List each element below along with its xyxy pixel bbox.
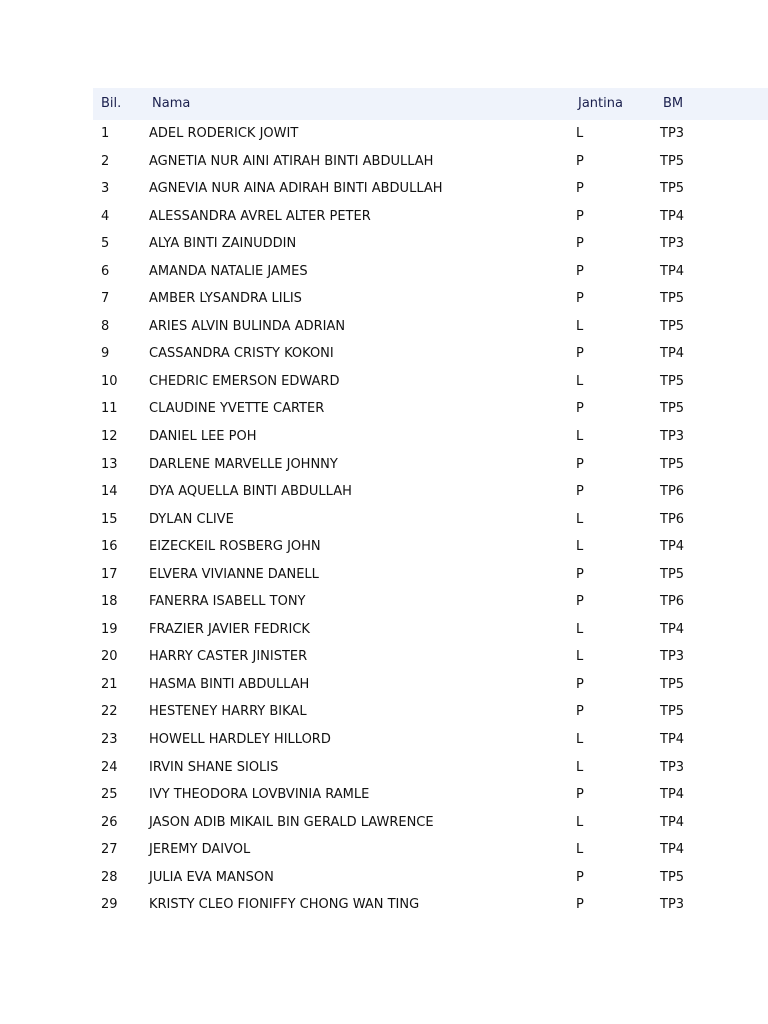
row-bil: 12	[101, 429, 118, 445]
table-row	[93, 258, 768, 286]
row-bm: TP3	[660, 759, 685, 775]
header-nama: Nama	[152, 96, 191, 111]
row-bm: TP5	[660, 373, 685, 389]
table-row	[93, 588, 768, 616]
row-bil: 3	[101, 181, 110, 197]
row-nama: HASMA BINTI ABDULLAH	[149, 676, 310, 692]
row-jantina: L	[576, 649, 584, 665]
row-bm: TP4	[660, 621, 685, 637]
table-row	[93, 368, 768, 396]
row-bil: 6	[101, 263, 110, 279]
table-row	[93, 230, 768, 258]
row-nama: HESTENEY HARRY BIKAL	[149, 704, 307, 720]
row-bm: TP3	[660, 897, 685, 913]
row-bil: 7	[101, 291, 110, 307]
row-jantina: L	[576, 429, 584, 445]
row-bm: TP5	[660, 566, 685, 582]
table-row	[93, 148, 768, 176]
row-bil: 4	[101, 208, 110, 224]
row-jantina: P	[576, 263, 584, 279]
row-jantina: L	[576, 814, 584, 830]
row-bm: TP4	[660, 814, 685, 830]
row-bil: 17	[101, 566, 118, 582]
row-nama: CHEDRIC EMERSON EDWARD	[149, 373, 340, 389]
row-bm: TP4	[660, 263, 685, 279]
table-row	[93, 809, 768, 837]
row-nama: HOWELL HARDLEY HILLORD	[149, 732, 331, 748]
row-jantina: P	[576, 869, 584, 885]
row-nama: JEREMY DAIVOL	[149, 842, 251, 858]
header-bm: BM	[663, 96, 684, 111]
row-bm: TP6	[660, 484, 685, 500]
row-jantina: L	[576, 759, 584, 775]
table-row	[93, 698, 768, 726]
row-jantina: L	[576, 511, 584, 527]
table-row	[93, 891, 768, 919]
row-nama: ALYA BINTI ZAINUDDIN	[149, 236, 297, 252]
row-bm: TP5	[660, 676, 685, 692]
row-nama: IRVIN SHANE SIOLIS	[149, 759, 279, 775]
row-bil: 9	[101, 346, 110, 362]
row-bm: TP6	[660, 594, 685, 610]
row-bil: 24	[101, 759, 118, 775]
row-bm: TP5	[660, 456, 685, 472]
row-nama: KRISTY CLEO FIONIFFY CHONG WAN TING	[149, 897, 420, 913]
row-bm: TP3	[660, 236, 685, 252]
row-jantina: P	[576, 594, 584, 610]
row-bil: 5	[101, 236, 110, 252]
row-jantina: P	[576, 236, 584, 252]
row-jantina: P	[576, 787, 584, 803]
row-bil: 27	[101, 842, 118, 858]
row-nama: IVY THEODORA LOVBVINIA RAMLE	[149, 787, 370, 803]
row-bil: 8	[101, 318, 110, 334]
row-nama: HARRY CASTER JINISTER	[149, 649, 308, 665]
row-bil: 13	[101, 456, 118, 472]
row-bil: 14	[101, 484, 118, 500]
row-nama: AMANDA NATALIE JAMES	[149, 263, 308, 279]
row-jantina: P	[576, 346, 584, 362]
row-bil: 16	[101, 539, 118, 555]
row-bm: TP5	[660, 704, 685, 720]
table-row	[93, 313, 768, 341]
row-bm: TP5	[660, 291, 685, 307]
row-jantina: P	[576, 153, 584, 169]
row-bm: TP4	[660, 539, 685, 555]
table-row	[93, 864, 768, 892]
header-jantina: Jantina	[578, 96, 623, 111]
row-bil: 20	[101, 649, 118, 665]
table-row	[93, 423, 768, 451]
table-header	[93, 88, 768, 120]
row-jantina: P	[576, 208, 584, 224]
row-bil: 1	[101, 126, 110, 141]
row-nama: AMBER LYSANDRA LILIS	[149, 291, 302, 307]
row-nama: ARIES ALVIN BULINDA ADRIAN	[149, 318, 346, 334]
row-nama: CASSANDRA CRISTY KOKONI	[149, 346, 334, 362]
row-jantina: L	[576, 842, 584, 858]
row-jantina: L	[576, 373, 584, 389]
row-bm: TP6	[660, 511, 685, 527]
row-nama: ELVERA VIVIANNE DANELL	[149, 566, 319, 582]
row-nama: DYLAN CLIVE	[149, 511, 234, 527]
row-bm: TP4	[660, 732, 685, 748]
table-row	[93, 726, 768, 754]
row-bil: 10	[101, 373, 118, 389]
table-row	[93, 120, 768, 148]
table-row	[93, 478, 768, 506]
row-bil: 29	[101, 897, 118, 913]
row-jantina: L	[576, 732, 584, 748]
row-nama: JULIA EVA MANSON	[149, 869, 274, 885]
row-nama: EIZECKEIL ROSBERG JOHN	[149, 539, 321, 555]
table-row	[93, 395, 768, 423]
table-row	[93, 451, 768, 479]
row-jantina: L	[576, 539, 584, 555]
row-bm: TP3	[660, 429, 685, 445]
row-jantina: L	[576, 621, 584, 637]
row-bil: 21	[101, 676, 118, 692]
row-nama: ALESSANDRA AVREL ALTER PETER	[149, 208, 371, 224]
row-bm: TP4	[660, 346, 685, 362]
row-bil: 15	[101, 511, 118, 527]
row-bil: 25	[101, 787, 118, 803]
row-nama: AGNEVIA NUR AINA ADIRAH BINTI ABDULLAH	[149, 181, 443, 197]
table-row	[93, 533, 768, 561]
row-bm: TP4	[660, 208, 685, 224]
row-bm: TP5	[660, 401, 685, 417]
row-jantina: P	[576, 676, 584, 692]
row-jantina: P	[576, 704, 584, 720]
table-row	[93, 285, 768, 313]
row-jantina: P	[576, 291, 584, 307]
row-bm: TP3	[660, 126, 685, 141]
row-bm: TP4	[660, 842, 685, 858]
table-row	[93, 754, 768, 782]
table-row	[93, 836, 768, 864]
table-row	[93, 616, 768, 644]
row-bm: TP5	[660, 318, 685, 334]
row-bil: 18	[101, 594, 118, 610]
row-bm: TP4	[660, 787, 685, 803]
row-bm: TP5	[660, 181, 685, 197]
row-nama: CLAUDINE YVETTE CARTER	[149, 401, 325, 417]
row-bil: 2	[101, 153, 110, 169]
row-nama: JASON ADIB MIKAIL BIN GERALD LAWRENCE	[149, 814, 434, 830]
row-bm: TP5	[660, 153, 685, 169]
row-nama: AGNETIA NUR AINI ATIRAH BINTI ABDULLAH	[149, 153, 434, 169]
header-bil: Bil.	[101, 96, 122, 111]
row-bil: 28	[101, 869, 118, 885]
table-row	[93, 781, 768, 809]
row-jantina: P	[576, 401, 584, 417]
row-nama: FRAZIER JAVIER FEDRICK	[149, 621, 310, 637]
row-nama: ADEL RODERICK JOWIT	[149, 126, 299, 141]
student-table	[93, 88, 768, 919]
row-jantina: P	[576, 456, 584, 472]
row-nama: DYA AQUELLA BINTI ABDULLAH	[149, 484, 352, 500]
row-bil: 26	[101, 814, 118, 830]
table-row	[93, 340, 768, 368]
table-body	[93, 120, 768, 919]
row-jantina: P	[576, 181, 584, 197]
row-jantina: L	[576, 318, 584, 334]
row-bm: TP3	[660, 649, 685, 665]
row-bil: 23	[101, 732, 118, 748]
table-row	[93, 203, 768, 231]
row-bm: TP5	[660, 869, 685, 885]
row-bil: 22	[101, 704, 118, 720]
row-jantina: L	[576, 126, 584, 141]
table-row	[93, 643, 768, 671]
table-row	[93, 175, 768, 203]
row-nama: DARLENE MARVELLE JOHNNY	[149, 456, 338, 472]
row-jantina: P	[576, 484, 584, 500]
table-row	[93, 506, 768, 534]
row-nama: FANERRA ISABELL TONY	[149, 594, 306, 610]
row-jantina: P	[576, 566, 584, 582]
row-jantina: P	[576, 897, 584, 913]
table-row	[93, 671, 768, 699]
row-nama: DANIEL LEE POH	[149, 429, 257, 445]
table-row	[93, 561, 768, 589]
row-bil: 19	[101, 621, 118, 637]
row-bil: 11	[101, 401, 118, 417]
